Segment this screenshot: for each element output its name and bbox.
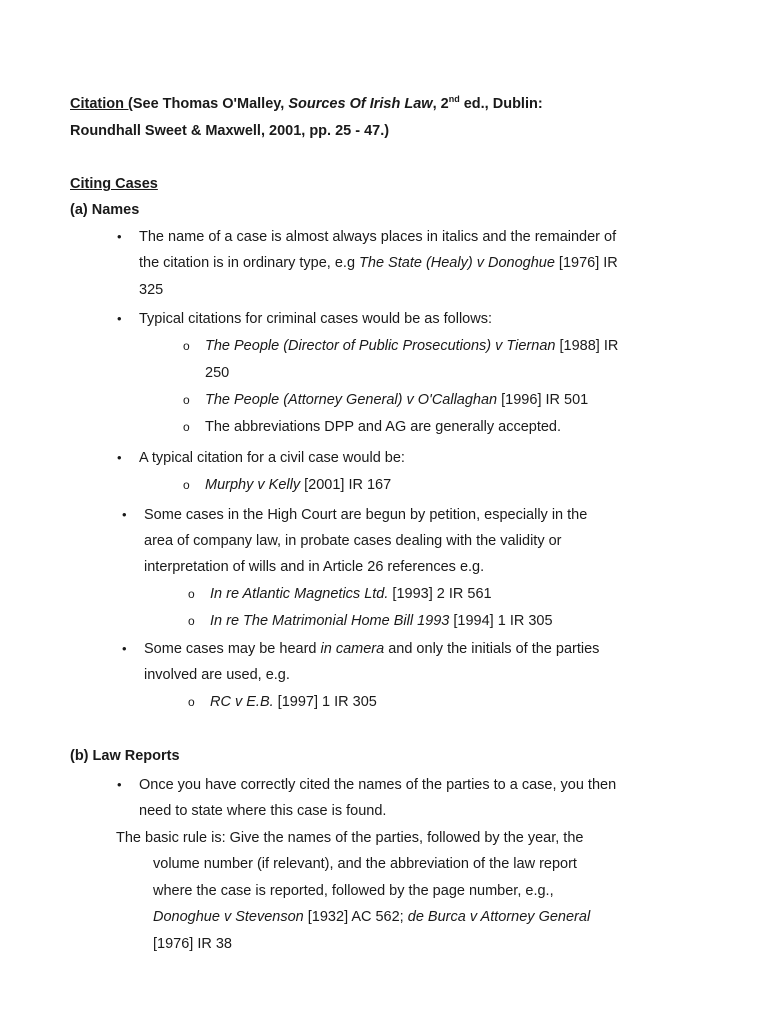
bullet-icon: • <box>117 450 122 465</box>
case-name: The People (Director of Public Prosecutions) v Tiernan <box>205 338 556 354</box>
citing-cases-heading: Citing Cases <box>70 176 158 192</box>
sub-bullet-icon: o <box>183 420 190 434</box>
sub-bullet-icon: o <box>183 393 190 407</box>
case-name: In re Atlantic Magnetics Ltd. <box>210 586 389 602</box>
sub-bullet-icon: o <box>183 339 190 353</box>
basic-rule-text: Donoghue v Stevenson [1932] AC 562; de Burca v Attorney General <box>153 909 591 925</box>
sub-list-item: 250 <box>205 365 230 381</box>
list-item-text: interpretation of wills and in Article 26 references e.g. <box>144 559 485 575</box>
list-item-text: the citation is in ordinary type, e.g The State (Healy) v Donoghue [1976] IR <box>139 255 618 271</box>
basic-rule-text: volume number (if relevant), and the abbreviation of the law report <box>153 856 577 872</box>
sub-bullet-icon: o <box>188 695 195 709</box>
citation-heading: Citation ( <box>70 96 133 112</box>
case-name: The State (Healy) v Donoghue <box>359 255 555 271</box>
sub-list-item: The People (Director of Public Prosecutions) v Tiernan [1988] IR <box>205 338 619 354</box>
list-item-text: Some cases in the High Court are begun by petition, especially in the <box>144 507 588 523</box>
list-item-text: Once you have correctly cited the names of the parties to a case, you then <box>139 777 617 793</box>
law-reports-subheading: (b) Law Reports <box>70 748 180 764</box>
basic-rule-text: The basic rule is: Give the names of the parties, followed by the year, the <box>116 830 584 846</box>
sub-list-item: RC v E.B. [1997] 1 IR 305 <box>210 694 377 710</box>
case-name: The People (Attorney General) v O'Callaghan <box>205 392 498 408</box>
case-name: de Burca v Attorney General <box>407 909 591 925</box>
bullet-icon: • <box>117 229 122 244</box>
bullet-icon: • <box>122 507 127 522</box>
bullet-icon: • <box>117 311 122 326</box>
list-item-text: need to state where this case is found. <box>139 803 387 819</box>
citation-publisher-line: Roundhall Sweet & Maxwell, 2001, pp. 25 - 47.) <box>70 123 390 139</box>
sub-list-item: The abbreviations DPP and AG are generally accepted. <box>205 419 562 435</box>
sub-list-item: In re The Matrimonial Home Bill 1993 [1994] 1 IR 305 <box>210 613 553 629</box>
sub-bullet-icon: o <box>188 614 195 628</box>
book-title: Sources Of Irish Law <box>288 96 433 112</box>
list-item-text: Typical citations for criminal cases would be as follows: <box>139 311 492 327</box>
sub-list-item: The People (Attorney General) v O'Callaghan [1996] IR 501 <box>205 392 589 408</box>
names-subheading: (a) Names <box>70 202 140 218</box>
bullet-icon: • <box>122 641 127 656</box>
list-item-text: area of company law, in probate cases dealing with the validity or <box>144 533 562 549</box>
list-item-text: Some cases may be heard in camera and only the initials of the parties <box>144 641 600 657</box>
sub-bullet-icon: o <box>183 478 190 492</box>
case-name: Donoghue v Stevenson <box>153 909 304 925</box>
bullet-icon: • <box>117 777 122 792</box>
list-item-text: A typical citation for a civil case would be: <box>139 450 405 466</box>
case-name: In re The Matrimonial Home Bill 1993 <box>210 613 450 629</box>
sub-list-item: In re Atlantic Magnetics Ltd. [1993] 2 IR 561 <box>210 586 492 602</box>
list-item-text: involved are used, e.g. <box>144 667 290 683</box>
list-item-text: The name of a case is almost always places in italics and the remainder of <box>139 229 617 245</box>
case-name: RC v E.B. <box>210 694 274 710</box>
sub-list-item: Murphy v Kelly [2001] IR 167 <box>205 477 392 493</box>
citation-title-line: Citation (See Thomas O'Malley, Sources Of Irish Law, 2nd ed., Dublin: <box>70 94 543 112</box>
case-name: Murphy v Kelly <box>205 477 301 493</box>
sub-bullet-icon: o <box>188 587 195 601</box>
basic-rule-text: where the case is reported, followed by the page number, e.g., <box>153 883 554 899</box>
basic-rule-text: [1976] IR 38 <box>153 936 232 952</box>
list-item-text: 325 <box>139 282 164 298</box>
